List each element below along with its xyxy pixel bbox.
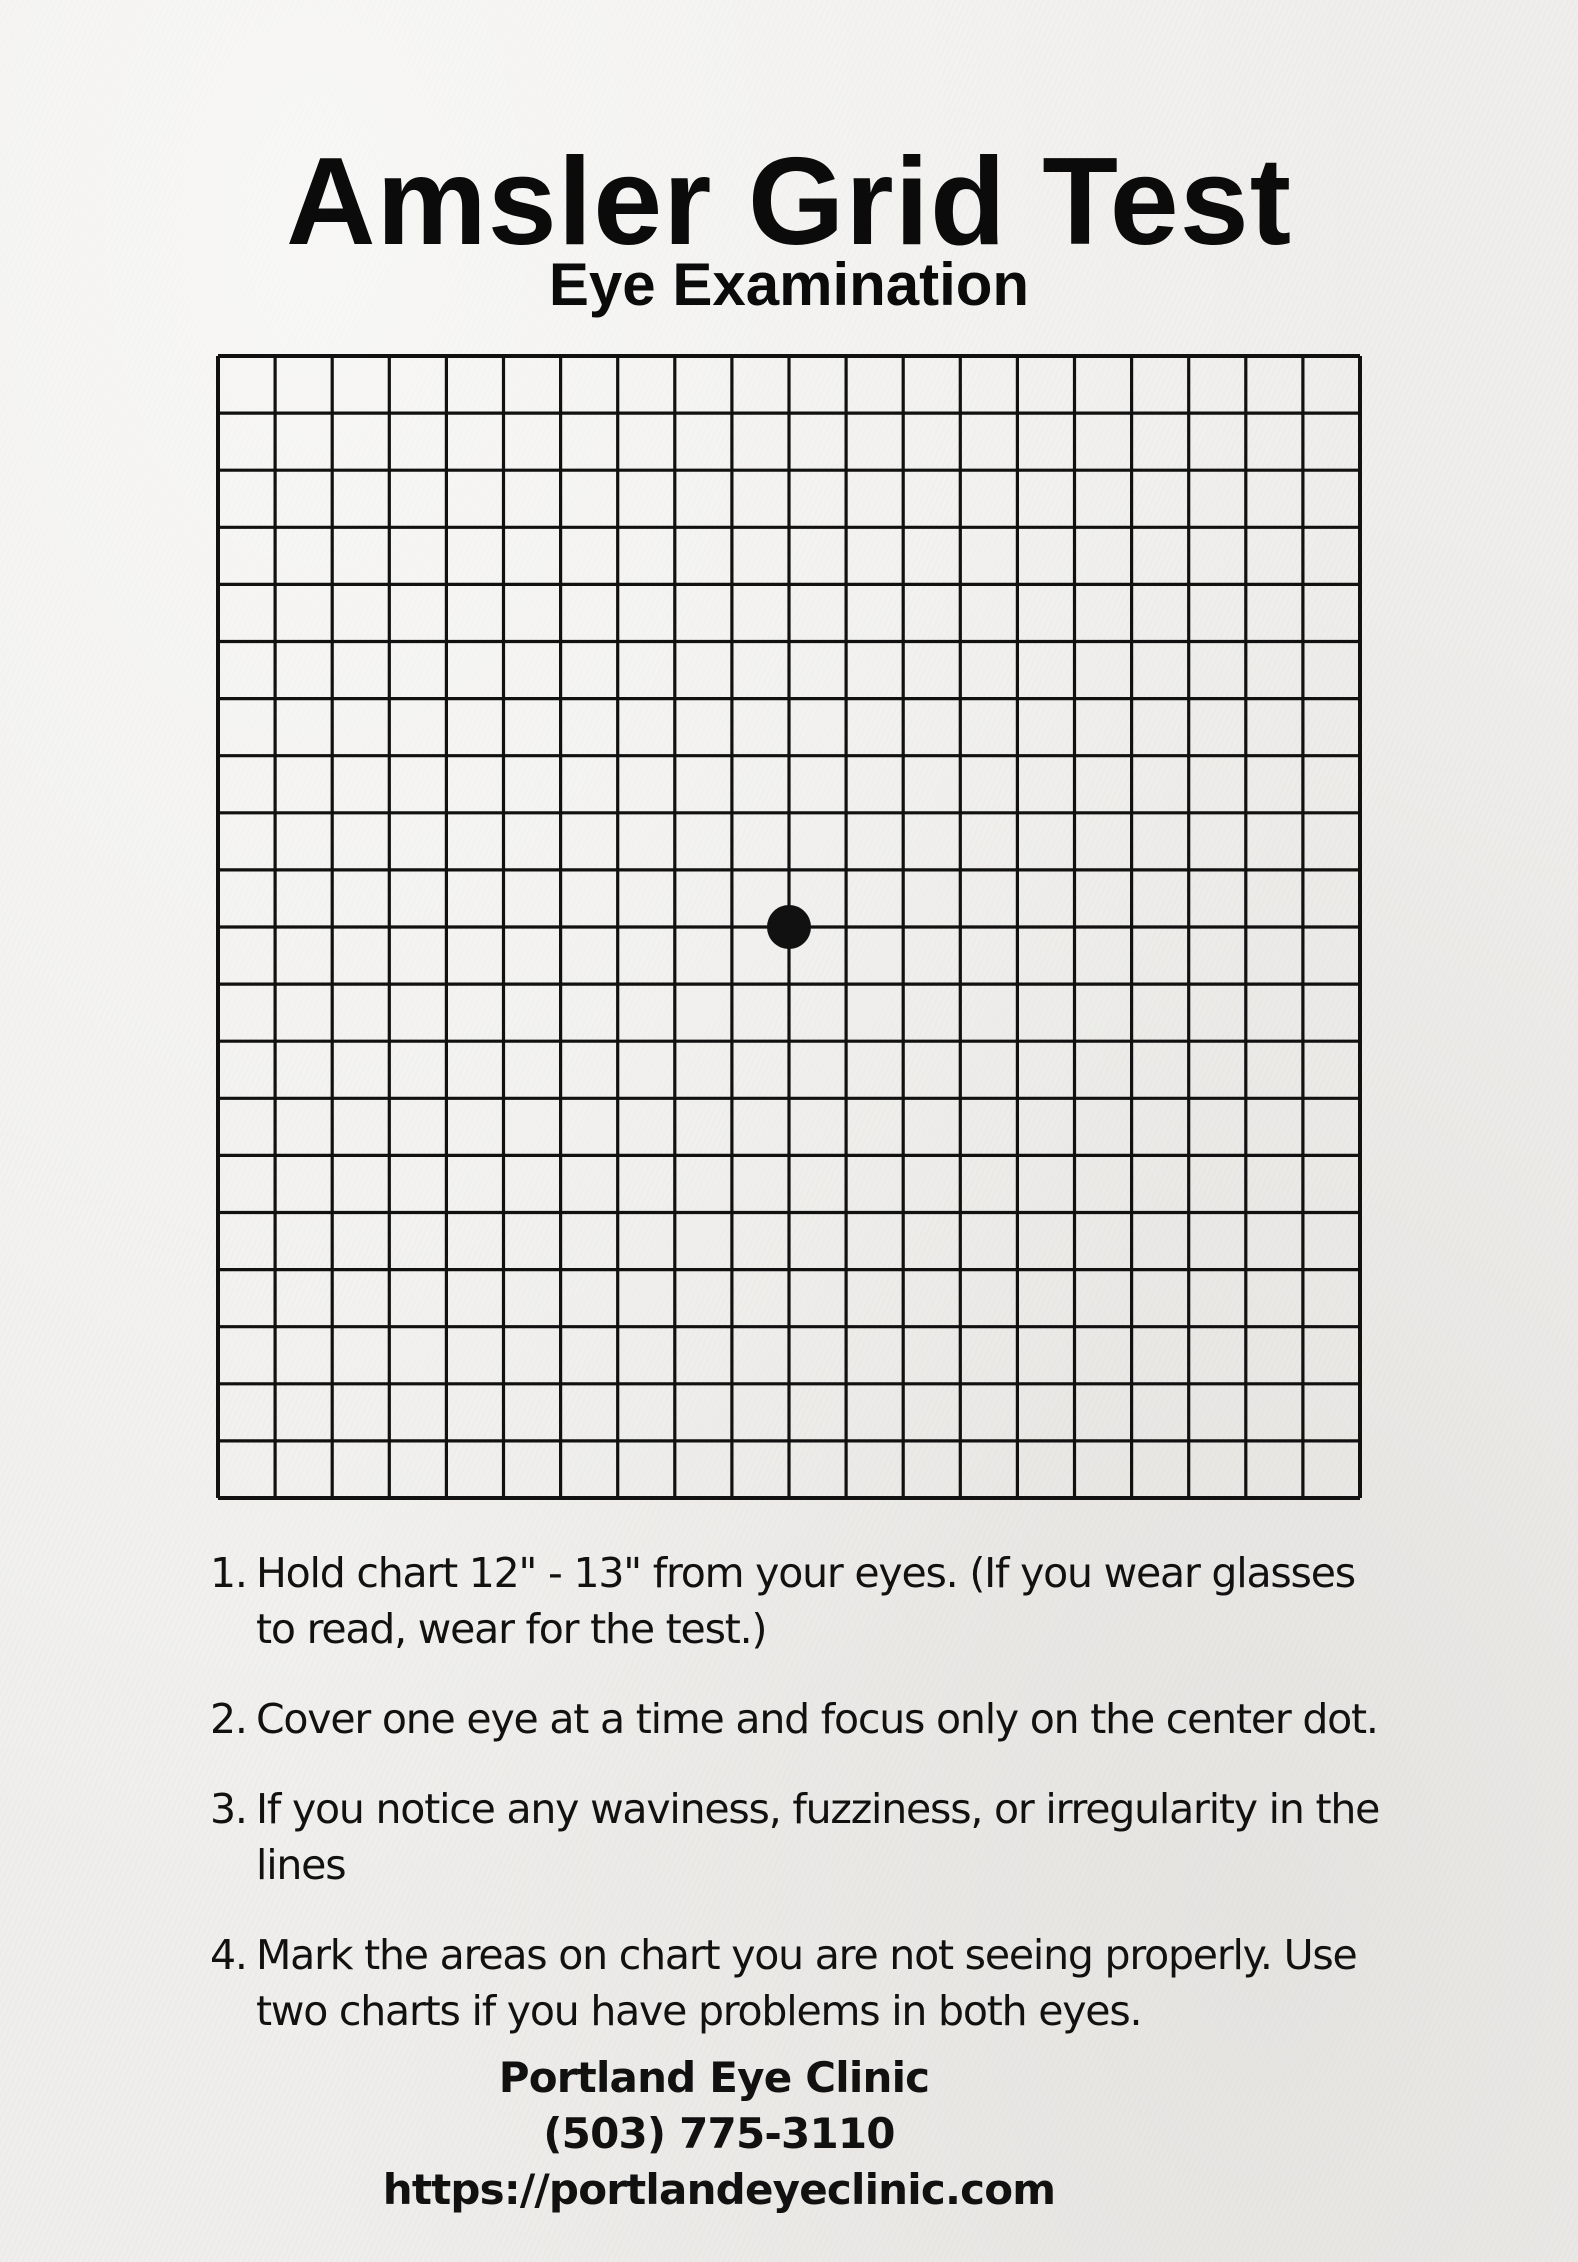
page-title: Amsler Grid Test: [285, 133, 1292, 271]
instruction-number: 4.: [210, 1931, 247, 1979]
instruction-number: 1.: [210, 1549, 247, 1597]
instruction-item: [210, 1927, 1390, 2039]
instruction-item: [210, 1781, 1390, 1893]
clinic-phone[interactable]: (503) 775-3110: [543, 2109, 895, 2158]
instruction-item: [210, 1545, 1390, 1657]
instruction-number: 3.: [210, 1785, 247, 1833]
instruction-text: If you notice any waviness, fuzziness, or irregularity in the lines: [256, 1785, 1380, 1889]
page-subtitle: Eye Examination: [548, 251, 1030, 318]
instruction-text: Mark the areas on chart you are not seeing properly. Use two charts if you have problems in both eyes.: [256, 1931, 1357, 2035]
amsler-grid-svg: [215, 353, 1363, 1501]
amsler-grid: [215, 353, 1363, 1501]
instruction-item: [210, 1691, 1390, 1747]
instruction-text: Hold chart 12" - 13" from your eyes. (If you wear glasses to read, wear for the test.): [256, 1549, 1355, 1653]
instructions-list: [210, 1545, 1390, 2073]
center-fixation-dot: [767, 905, 811, 949]
instruction-text: Cover one eye at a time and focus only on the center dot.: [256, 1695, 1378, 1743]
clinic-website-link[interactable]: https://portlandeyeclinic.com: [382, 2165, 1056, 2214]
clinic-name: Portland Eye Clinic: [498, 2053, 930, 2102]
clinic-footer: [0, 2050, 1578, 2218]
instruction-number: 2.: [210, 1695, 247, 1743]
